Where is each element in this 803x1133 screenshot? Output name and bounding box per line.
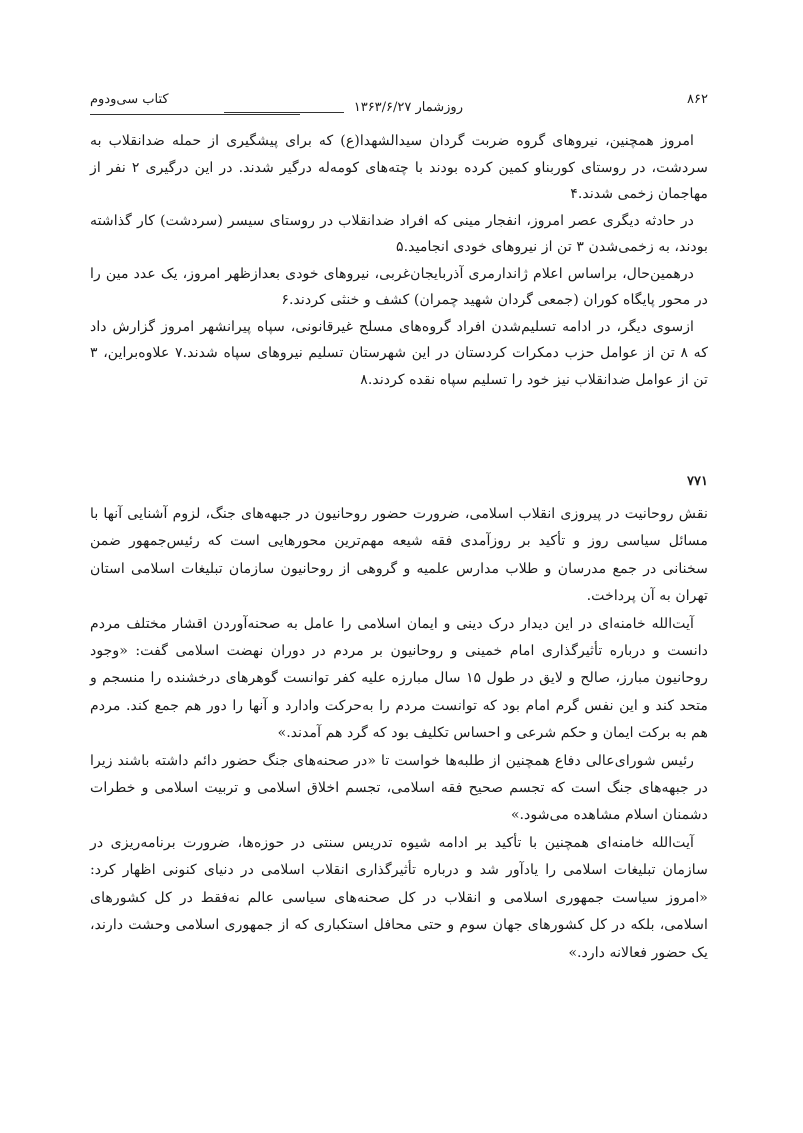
paragraph: آیت‌الله خامنه‌ای همچنین با تأکید بر ادامه شیوه تدریس سنتی در حوزه‌ها، ضرورت برنامه‌ریزی در سازمان تبلیغات اسلامی را یادآور شد و درباره تأثیرگذاری انقلاب اسلامی در دنیای کنونی اظهار کرد: «امروز سیاست جمهوری اسلامی و انقلاب در کل صحنه‌های سیاسی عالم نه‌فقط در کل کشورهای اسلامی، بلکه در کل کشورهای جهان سوم و حتی محافل استکباری که از جمهوری اسلامی وحشت دارند، یک حضور فعالانه دارد.»: [90, 834, 708, 961]
body-text: [90, 128, 708, 393]
section-text: [90, 501, 708, 967]
paragraph: آیت‌الله خامنه‌ای در این دیدار درک دینی و ایمان اسلامی را عامل به صحنه‌آوردن اقشار مختلف مردم دانست و درباره تأثیرگذاری امام خمینی و روحانیون بر مردم در دوران نهضت اسلامی گفت: «وجود روحانیون مبارز، صالح و لایق در طول ۱۵ سال مبارزه علیه کفر توانست گوهرهای درخشنده را منسجم و متحد کند و این نفس گرم امام بود که توانست مردم را به‌حرکت وادارد و آنها را دور هم جمع کند. مردم هم به برکت ایمان و حکم شرعی و احساس تکلیف بود که گرد هم آمدند.»: [90, 615, 708, 742]
header-dash-rule: [224, 112, 344, 113]
paragraph: نقش روحانیت در پیروزی انقلاب اسلامی، ضرورت حضور روحانیون در جبهه‌های جنگ، لزوم آشنایی آنها با مسائل سیاسی روز و تأکید بر روزآمدی فقه شیعه مهم‌ترین محورهایی است که رئیس‌جمهور ضمن سخنانی در جمع مدرسان و طلاب مدارس علمیه و گروهی از روحانیون سازمان تبلیغات اسلامی استان تهران به آن پرداخت.: [90, 506, 708, 605]
document-page: [90, 0, 708, 1133]
section-number: ۷۷۱: [687, 474, 708, 489]
running-header-center: [224, 100, 463, 115]
paragraph: درهمین‌حال، براساس اعلام ژاندارمری آذربایجان‌غربی، نیروهای خودی بعدازظهر امروز، یک عدد مین را در محور پایگاه کوران (جمعی گردان شهید چمران) کشف و خنثی کردند.۶: [90, 265, 708, 308]
paragraph: رئیس شورای‌عالی دفاع همچنین از طلبه‌ها خواست تا «در صحنه‌های جنگ حضور دائم داشته باشند زیرا در جبهه‌های جنگ است که تجسم صحیح فقه اسلامی، تجسم اخلاق اسلامی و تربیت اسلامی و خطرات دشمنان اسلام مشاهده می‌شود.»: [90, 752, 708, 824]
paragraph: در حادثه دیگری عصر امروز، انفجار مینی که افراد ضدانقلاب در روستای سیسر (سردشت) کار گذاشته بودند، به زخمی‌شدن ۳ تن از نیروهای خودی انجامید.۵: [90, 212, 708, 255]
page-number: ۸۶۲: [687, 92, 708, 107]
header-rule: [90, 114, 300, 115]
running-header-date: روزشمار ۱۳۶۳/۶/۲۷: [353, 100, 463, 115]
book-title: کتاب سی‌ودوم: [90, 92, 169, 107]
paragraph: ازسوی دیگر، در ادامه تسلیم‌شدن افراد گروه‌های مسلح غیرقانونی، سپاه پیرانشهر امروز گزارش داد که ۸ تن از عوامل حزب دمکرات کردستان در این شهرستان تسلیم نیروهای سپاه شدند.۷ علاوه‌براین، ۳ تن از عوامل ضدانقلاب نیز خود را تسلیم سپاه نقده کردند.۸: [90, 318, 708, 388]
paragraph: امروز همچنین، نیروهای گروه ضربت گردان سیدالشهدا(ع) که برای پیشگیری از حمله ضدانقلاب به سردشت، در روستای کوربناو کمین کرده بودند با چته‌های کومه‌له درگیر شدند. در این درگیری ۲ نفر از مهاجمان زخمی شدند.۴: [90, 133, 708, 202]
page-header: [90, 92, 708, 116]
